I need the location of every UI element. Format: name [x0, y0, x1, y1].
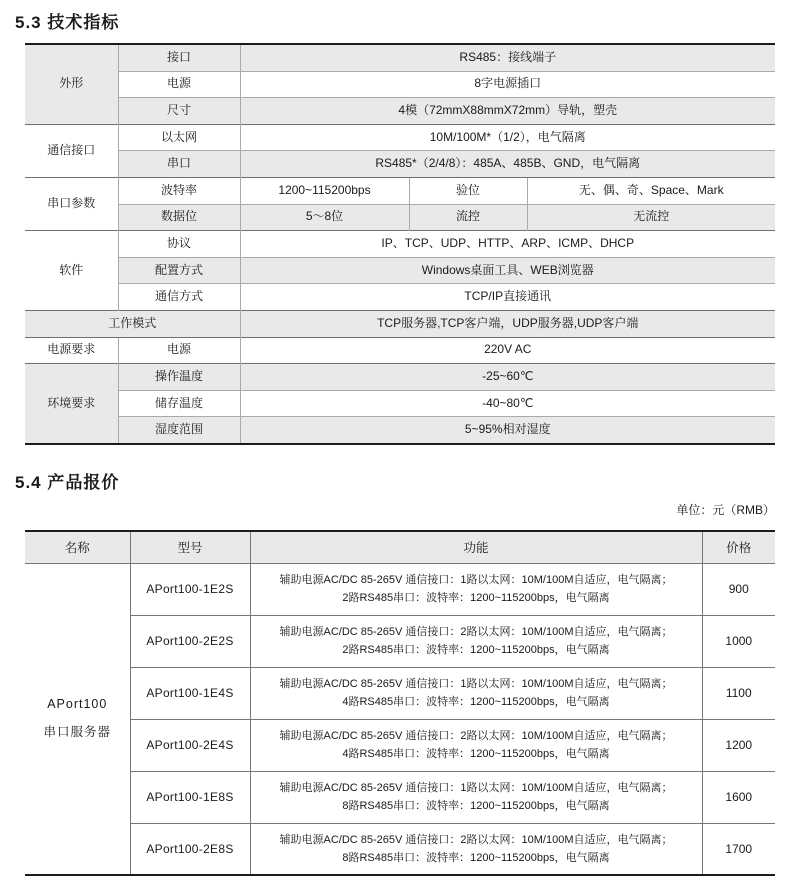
- table-row: [25, 364, 775, 391]
- spec-value-cell: 1200~115200bps: [240, 177, 409, 204]
- spec-group-cell: 外形: [25, 44, 118, 124]
- function-cell: [250, 615, 702, 667]
- spec-sublabel-cell: 流控: [409, 204, 527, 231]
- table-row: [25, 44, 775, 71]
- spec-label-cell: 尺寸: [118, 98, 240, 125]
- table-row: [25, 124, 775, 151]
- spec-group-cell: 软件: [25, 231, 118, 311]
- spec-value-cell: TCP/IP直接通讯: [240, 284, 775, 311]
- spec-value-cell: -25~60℃: [240, 364, 775, 391]
- spec-table: [25, 43, 775, 445]
- section-title-pricing: 5.4 产品报价: [15, 473, 120, 492]
- table-row: [25, 284, 775, 311]
- function-line1: 辅助电源AC/DC 85-265V 通信接口：1路以太网：10M/100M自适应，电气隔离；: [279, 781, 673, 794]
- function-cell: [250, 719, 702, 771]
- function-line1: 辅助电源AC/DC 85-265V 通信接口：2路以太网：10M/100M自适应，电气隔离；: [279, 729, 673, 742]
- spec-group-cell: 串口参数: [25, 177, 118, 230]
- spec-subvalue-cell: 无流控: [527, 204, 775, 231]
- spec-value-cell: -40~80℃: [240, 390, 775, 417]
- spec-label-cell: 串口: [118, 151, 240, 178]
- spec-merged-label-cell: 工作模式: [25, 310, 240, 337]
- price-header-price: 价格: [702, 531, 775, 563]
- spec-group-cell: 环境要求: [25, 364, 118, 444]
- function-line1: 辅助电源AC/DC 85-265V 通信接口：1路以太网：10M/100M自适应，电气隔离；: [279, 677, 673, 690]
- spec-subvalue-cell: 无、偶、奇、Space、Mark: [527, 177, 775, 204]
- table-row: [25, 71, 775, 98]
- function-line2: 4路RS485串口：波特率：1200~115200bps，电气隔离: [342, 748, 610, 760]
- table-row: [25, 615, 775, 667]
- model-cell: APort100-2E8S: [130, 823, 250, 875]
- spec-value-cell: 5~95%相对湿度: [240, 417, 775, 444]
- table-row: [25, 177, 775, 204]
- unit-note: 单位：元（RMB）: [676, 503, 775, 517]
- section-title-specs: 5.3 技术指标: [15, 13, 120, 32]
- spec-value-cell: 220V AC: [240, 337, 775, 364]
- spec-value-cell: RS485：接线端子: [240, 44, 775, 71]
- price-header-row: [25, 531, 775, 563]
- price-cell: 1600: [702, 771, 775, 823]
- price-cell: 900: [702, 563, 775, 615]
- function-line1: 辅助电源AC/DC 85-265V 通信接口：2路以太网：10M/100M自适应，电气隔离；: [279, 625, 673, 638]
- product-name-line2: 串口服务器: [43, 724, 111, 739]
- spec-label-cell: 操作温度: [118, 364, 240, 391]
- table-row: [25, 257, 775, 284]
- function-line2: 2路RS485串口：波特率：1200~115200bps，电气隔离: [342, 644, 610, 656]
- spec-group-cell: 通信接口: [25, 124, 118, 177]
- product-name-line1: APort100: [47, 697, 108, 712]
- spec-value-cell: RS485*（2/4/8）：485A、485B、GND，电气隔离: [240, 151, 775, 178]
- model-cell: APort100-1E2S: [130, 563, 250, 615]
- table-row: [25, 310, 775, 337]
- spec-value-cell: 5～8位: [240, 204, 409, 231]
- spec-group-cell: 电源要求: [25, 337, 118, 364]
- table-row: [25, 390, 775, 417]
- price-cell: 1100: [702, 667, 775, 719]
- price-cell: 1700: [702, 823, 775, 875]
- spec-sublabel-cell: 验位: [409, 177, 527, 204]
- function-line2: 8路RS485串口：波特率：1200~115200bps，电气隔离: [342, 851, 610, 864]
- table-row: [25, 719, 775, 771]
- spec-label-cell: 电源: [118, 337, 240, 364]
- table-row: [25, 98, 775, 125]
- table-row: [25, 771, 775, 823]
- price-header-name: 名称: [25, 531, 130, 563]
- spec-value-cell: 10M/100M*（1/2），电气隔离: [240, 124, 775, 151]
- model-cell: APort100-1E4S: [130, 667, 250, 719]
- spec-value-cell: 4模（72mmX88mmX72mm）导轨，塑壳: [240, 98, 775, 125]
- spec-label-cell: 以太网: [118, 124, 240, 151]
- function-line2: 2路RS485串口：波特率：1200~115200bps，电气隔离: [342, 592, 610, 604]
- spec-value-cell: TCP服务器,TCP客户端，UDP服务器,UDP客户端: [240, 310, 775, 337]
- function-line2: 4路RS485串口：波特率：1200~115200bps，电气隔离: [342, 696, 610, 708]
- function-cell: [250, 771, 702, 823]
- spec-label-cell: 波特率: [118, 177, 240, 204]
- spec-label-cell: 湿度范围: [118, 417, 240, 444]
- spec-value-cell: IP、TCP、UDP、HTTP、ARP、ICMP、DHCP: [240, 231, 775, 258]
- function-cell: [250, 667, 702, 719]
- spec-label-cell: 协议: [118, 231, 240, 258]
- table-row: [25, 563, 775, 615]
- spec-label-cell: 配置方式: [118, 257, 240, 284]
- price-table: [25, 530, 775, 876]
- spec-value-cell: 8字电源插口: [240, 71, 775, 98]
- function-line1: 辅助电源AC/DC 85-265V 通信接口：2路以太网：10M/100M自适应，电气隔离；: [279, 833, 673, 846]
- model-cell: APort100-2E4S: [130, 719, 250, 771]
- table-row: [25, 151, 775, 178]
- price-cell: 1200: [702, 719, 775, 771]
- spec-label-cell: 电源: [118, 71, 240, 98]
- table-row: [25, 204, 775, 231]
- price-cell: 1000: [702, 615, 775, 667]
- model-cell: APort100-2E2S: [130, 615, 250, 667]
- function-line2: 8路RS485串口：波特率：1200~115200bps，电气隔离: [342, 800, 610, 812]
- spec-label-cell: 储存温度: [118, 390, 240, 417]
- model-cell: APort100-1E8S: [130, 771, 250, 823]
- spec-label-cell: 接口: [118, 44, 240, 71]
- table-row: [25, 667, 775, 719]
- function-line1: 辅助电源AC/DC 85-265V 通信接口：1路以太网：10M/100M自适应，电气隔离；: [279, 573, 673, 586]
- function-cell: [250, 823, 702, 875]
- table-row: [25, 337, 775, 364]
- table-row: [25, 823, 775, 875]
- table-row: [25, 231, 775, 258]
- table-row: [25, 417, 775, 444]
- function-cell: [250, 563, 702, 615]
- price-header-function: 功能: [250, 531, 702, 563]
- spec-label-cell: 数据位: [118, 204, 240, 231]
- product-name-cell: [25, 563, 130, 875]
- spec-value-cell: Windows桌面工具、WEB浏览器: [240, 257, 775, 284]
- spec-label-cell: 通信方式: [118, 284, 240, 311]
- price-header-model: 型号: [130, 531, 250, 563]
